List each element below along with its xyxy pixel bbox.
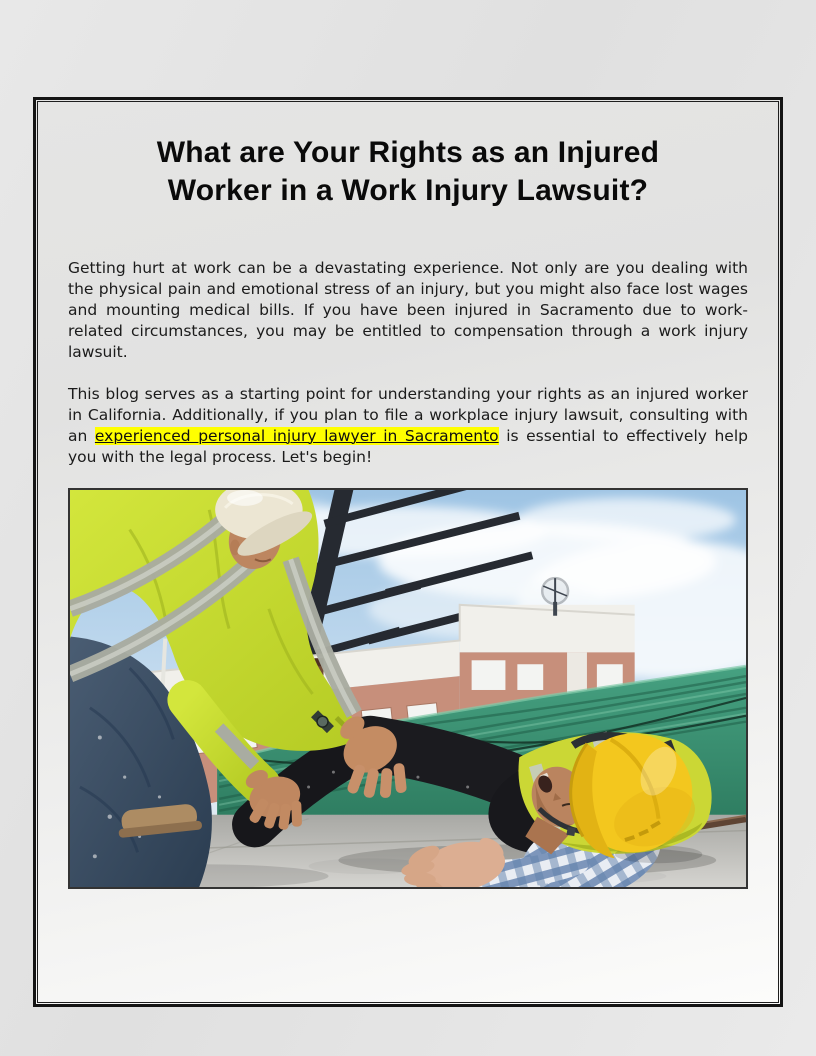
document-page-frame [33, 97, 783, 1007]
paragraph-blog-purpose [68, 384, 748, 468]
paragraph-intro: Getting hurt at work can be a devastating experience. Not only are you dealing with the physical pain and emotional stress of an injury, but you might also face lost wages and mounting medical bills. If you have been injured in Sacramento due to work-related circumstances, you may be entitled to compensation through a work injury lawsuit. [68, 259, 748, 361]
paragraph-2-text-after-link: is essential to effectively help you with the legal process. Let's begin! [68, 427, 748, 466]
article-title-line-2: Worker in a Work Injury Lawsuit? [167, 174, 649, 207]
article-title [68, 134, 748, 210]
injured-worker-illustration [70, 490, 746, 887]
paragraph-2-text-before-link: This blog serves as a starting point for understanding your rights as an injured worker in California. Additionally, if you plan to file a workplace injury lawsuit, consulting with an [68, 385, 748, 445]
article-image [68, 488, 748, 889]
article-title-line-1: What are Your Rights as an Injured [156, 136, 660, 169]
personal-injury-lawyer-link[interactable]: experienced personal injury lawyer in Sacramento [94, 427, 499, 445]
